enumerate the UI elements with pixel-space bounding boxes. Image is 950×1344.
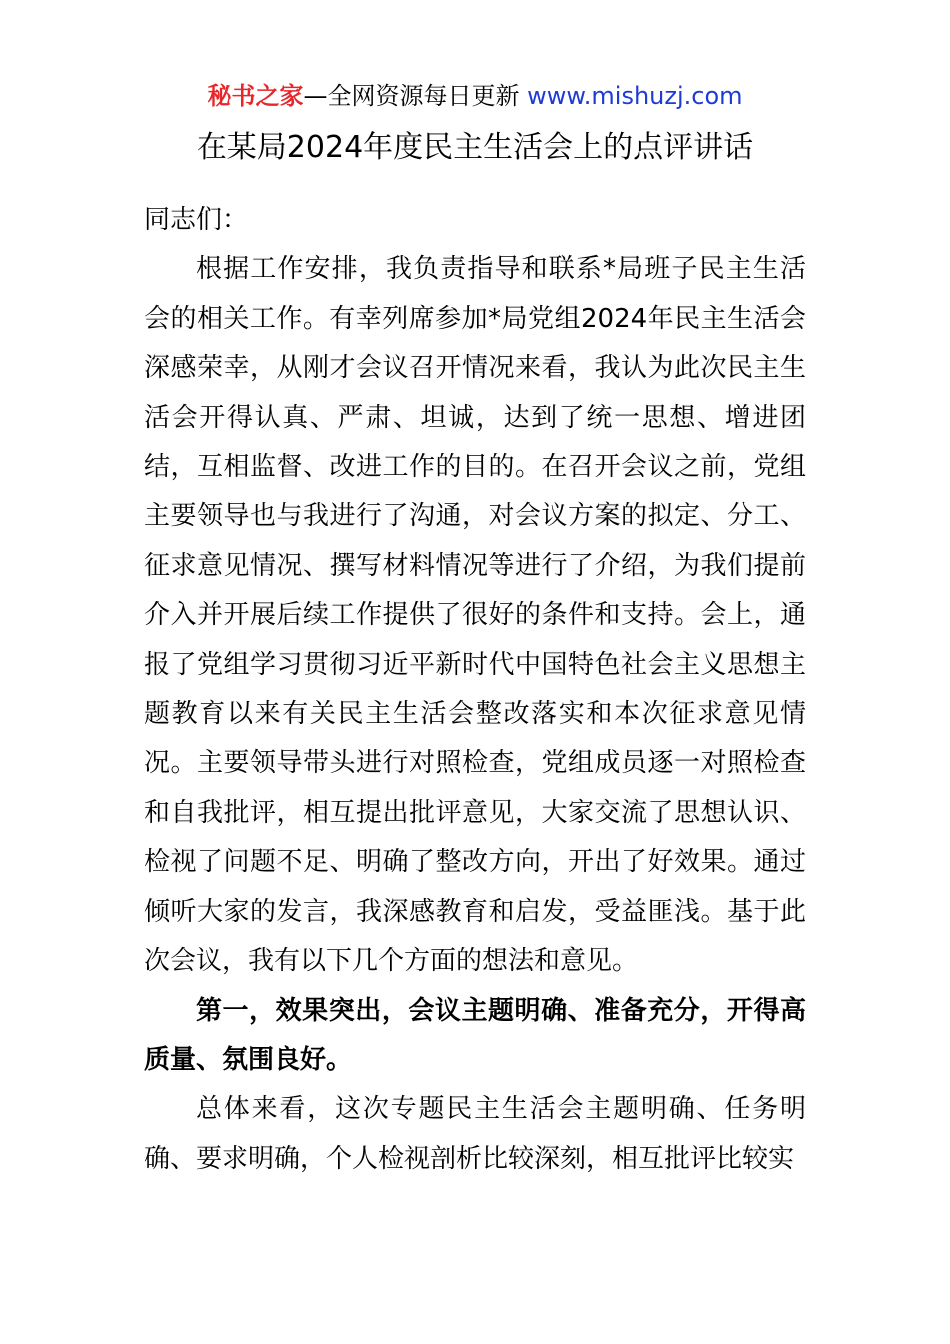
paragraph-intro: 根据工作安排，我负责指导和联系*局班子民主生活会的相关工作。有幸列席参加*局党组2024年民主生活会深感荣幸，从刚才会议召开情况来看，我认为此次民主生活会开得认真、严肃、坦诚，达到了统一思想、增进团结，互相监督、改进工作的目的。在召开会议之前，党组主要领导也与我进行了沟通，对会议方案的拟定、分工、征求意见情况、撰写材料情况等进行了介绍，为我们提前介入并开展后续工作提供了很好的条件和支持。会上，通报了党组学习贯彻习近平新时代中国特色社会主义思想主题教育以来有关民主生活会整改落实和本次征求意见情况。主要领导带头进行对照检查，党组成员逐一对照检查和自我批评，相互提出批评意见，大家交流了思想认识、检视了问题不足、明确了整改方向，开出了好效果。通过倾听大家的发言，我深感教育和启发，受益匪浅。基于此次会议，我有以下几个方面的想法和意见。 [144,254,806,977]
document-title: 在某局2024年度民主生活会上的点评讲话 [196,130,754,165]
section-heading-first: 第一，效果突出，会议主题明确、准备充分，开得高质量、氛围良好。 [144,995,806,1075]
site-url-link[interactable]: www.mishuzj.com [527,82,743,110]
site-header [0,80,950,112]
site-tagline: —全网资源每日更新 [303,82,528,110]
document-body [144,196,806,1184]
salutation: 同志们： [144,205,249,235]
site-name: 秘书之家 [207,82,304,110]
paragraph-overview: 总体来看，这次专题民主生活会主题明确、任务明确、要求明确，个人检视剖析比较深刻，相互批评比较实 [144,1094,806,1174]
